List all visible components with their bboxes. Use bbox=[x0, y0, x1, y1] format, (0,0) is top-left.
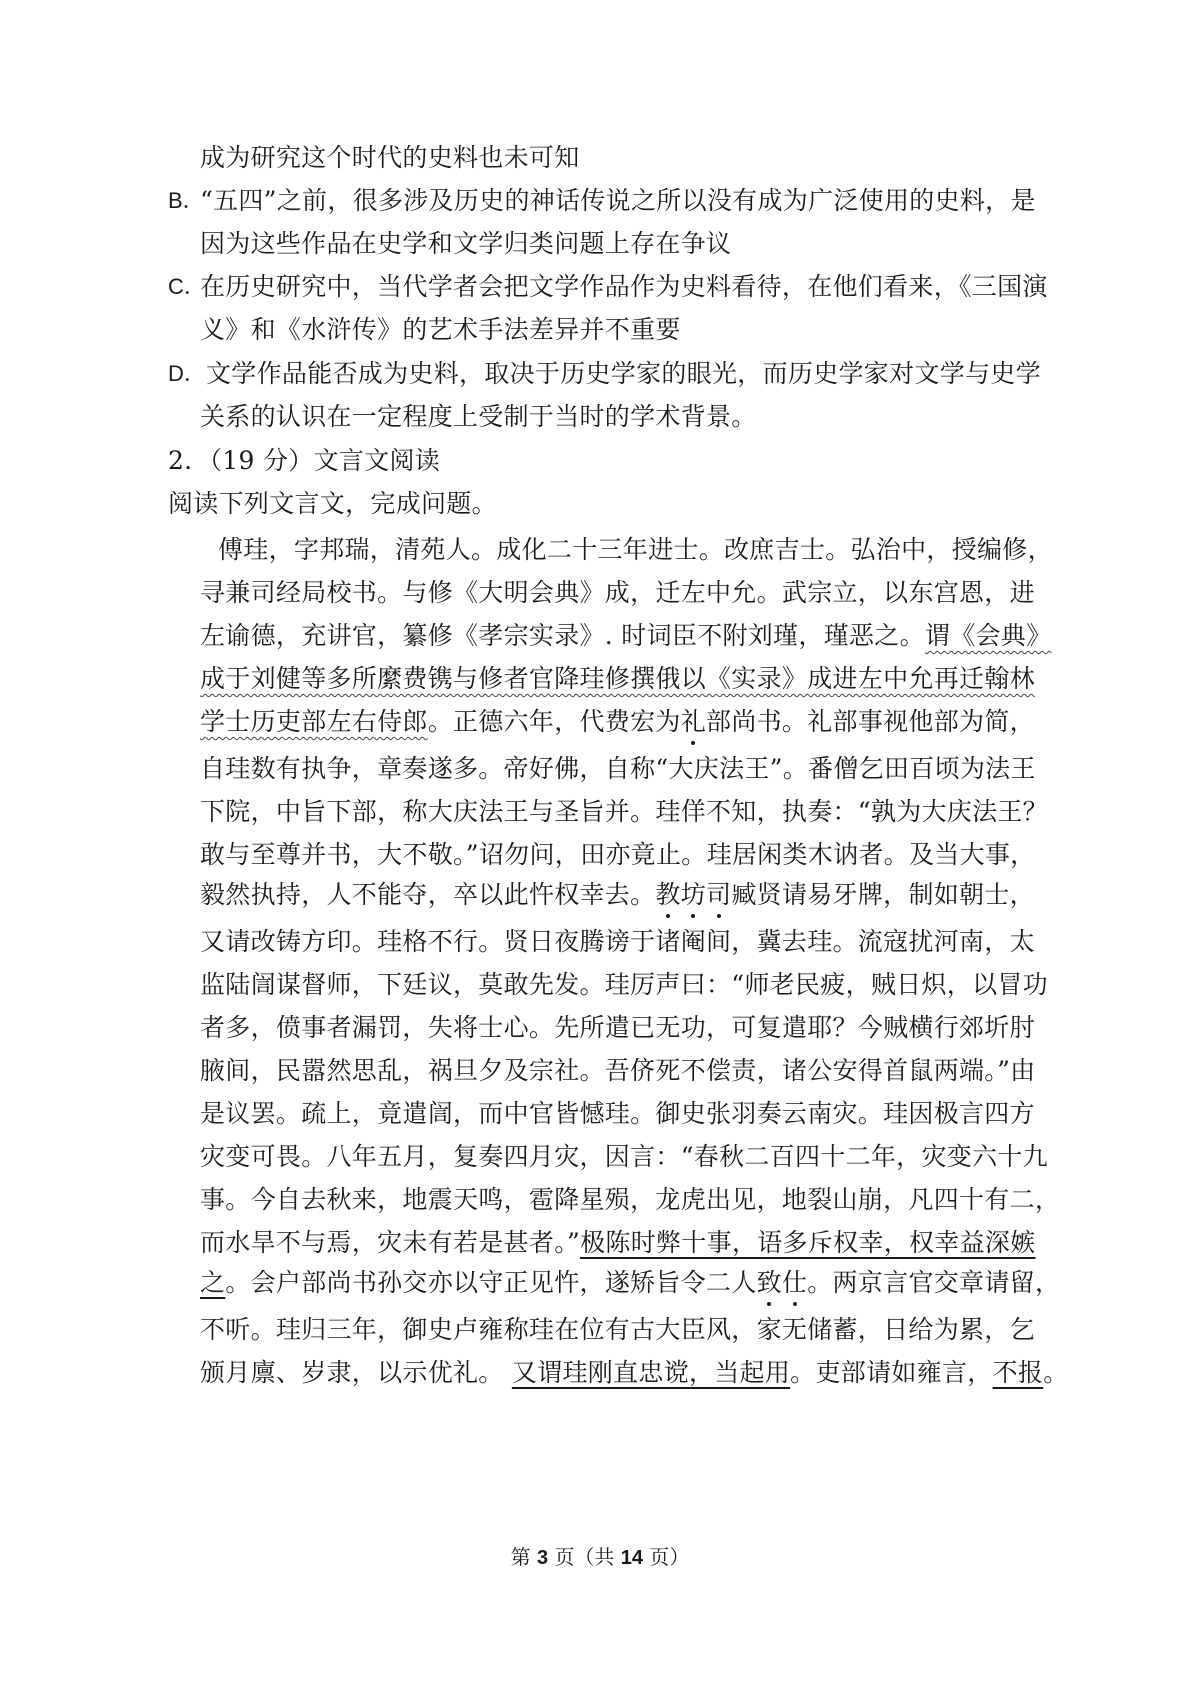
passage-line: 毅然执持，人不能夺，卒以此忤权幸去。教坊司臧贤请易牙牌，制如朝士， bbox=[200, 880, 1035, 909]
passage-line: 下院，中旨下部，称大庆法王与圣旨并。珪佯不知，执奏：“孰为大庆法王？ bbox=[200, 797, 1048, 826]
passage-line: 是议罢。疏上，竟遣訚，而中官皆憾珪。御史张羽奏云南灾。珪因极言四方 bbox=[200, 1099, 1035, 1128]
underlined-text: 极陈时弊十事，语多斥权幸，权幸益深嫉 bbox=[580, 1228, 1036, 1257]
current-page-number: 3 bbox=[536, 1547, 549, 1569]
option-c-letter: C． bbox=[168, 274, 206, 299]
option-c-line2: 义》和《水浒传》的艺术手法差异并不重要 bbox=[200, 315, 681, 344]
wavy-underlined-text: 成于刘健等多所縻费镌与修者官降珪修撰俄以《实录》成进左中允再迁翰林 bbox=[200, 664, 1035, 693]
dotted-emphasis-text: 教坊司 bbox=[655, 880, 732, 909]
passage-line: 学士历吏部左右侍郎。正德六年，代费宏为礼部尚书。礼部事视他部为简， bbox=[200, 707, 1035, 736]
question-heading: 2．（19 分）文言文阅读 bbox=[168, 446, 441, 475]
dotted-emphasis-char: 礼 bbox=[680, 707, 707, 736]
passage-line: 寻兼司经局校书。与修《大明会典》成，迁左中允。武宗立，以东宫恩，进 bbox=[200, 578, 1035, 607]
wavy-underlined-text: 学士历吏部左右侍郎 bbox=[200, 707, 428, 736]
passage-line: 监陆訚谋督师，下廷议，莫敢先发。珪厉声曰：“师老民疲，贼日炽，以冒功 bbox=[200, 970, 1048, 999]
option-d-line1: 文学作品能否成为史料，取决于历史学家的眼光，而历史学家对文学与史学 bbox=[206, 359, 1041, 388]
dotted-emphasis-char: 致 bbox=[756, 1268, 782, 1297]
option-d-line2: 关系的认识在一定程度上受制于当时的学术背景。 bbox=[200, 402, 757, 431]
passage-line: 敢与至尊并书，大不敬。”诏勿问，田亦竟止。珪居闲类木讷者。及当大事， bbox=[200, 840, 1036, 869]
page-footer: 第 3 页（共 14 页） bbox=[510, 1545, 690, 1569]
question-instruction: 阅读下列文言文，完成问题。 bbox=[168, 489, 497, 518]
option-b-line1: “五四”之前，很多涉及历史的神话传说之所以没有成为广泛使用的史料，是 bbox=[200, 186, 1036, 215]
passage-line: 之。会户部尚书孙交亦以守正见忤，遂矫旨令二人致仕。两京言官交章请留， bbox=[200, 1268, 1061, 1297]
option-b-letter: B． bbox=[168, 188, 205, 213]
total-page-count: 14 bbox=[620, 1547, 644, 1569]
passage-line: 左谕德，充讲官，纂修《孝宗实录》. 时词臣不附刘瑾，瑾恶之。谓《会典》 bbox=[200, 621, 1052, 650]
option-c-line1: 在历史研究中，当代学者会把文学作品作为史料看待，在他们看来，《三国演 bbox=[200, 272, 1048, 301]
passage-line: 而水旱不与焉，灾未有若是甚者。”极陈时弊十事，语多斥权幸，权幸益深嫉 bbox=[200, 1228, 1036, 1257]
passage-line: 腋间，民嚣然思乱，祸旦夕及宗社。吾侪死不偿责，诸公安得首鼠两端。”由 bbox=[200, 1056, 1036, 1085]
passage-line: 者多，偾事者漏罚，失将士心。先所遣已无功，可复遣耶？今贼横行郊圻肘 bbox=[200, 1013, 1035, 1042]
passage-line: 不听。珪归三年，御史卢雍称珪在位有古大臣风，家无储蓄，日给为累，乞 bbox=[200, 1315, 1035, 1344]
passage-line: 自珪数有执争，章奏遂多。帝好佛，自称“大庆法王”。番僧乞田百顷为法王 bbox=[200, 754, 1036, 783]
wavy-underlined-text: 谓《会典》 bbox=[924, 621, 1052, 650]
passage-line: 颁月廪、岁隶，以示优礼。 又谓珪刚直忠谠，当起用。吏部请如雍言，不报。 bbox=[200, 1358, 1069, 1387]
underlined-text: 不报 bbox=[992, 1358, 1044, 1387]
underlined-text: 又谓珪刚直忠谠，当起用 bbox=[511, 1358, 791, 1387]
passage-line: 傅珪，字邦瑞，清苑人。成化二十三年进士。改庶吉士。弘治中，授编修， bbox=[218, 535, 1053, 564]
passage-line: 事。今自去秋来，地震天鸣，雹降星殒，龙虎出见，地裂山崩，凡四十有二， bbox=[200, 1185, 1061, 1214]
underlined-text: 之 bbox=[200, 1268, 226, 1297]
option-d-letter: D． bbox=[168, 361, 206, 386]
passage-line bbox=[200, 662, 1035, 696]
passage-line: 灾变可畏。八年五月，复奏四月灾，因言：“春秋二百四十二年，灾变六十九 bbox=[200, 1142, 1048, 1171]
passage-line: 又请改铸方印。珪格不行。贤日夜腾谤于诸阉间，冀去珪。流寇扰河南，太 bbox=[200, 927, 1035, 956]
option-a-continuation: 成为研究这个时代的史料也未可知 bbox=[200, 143, 580, 172]
option-b-line2: 因为这些作品在史学和文学归类问题上存在争议 bbox=[200, 229, 732, 258]
dotted-emphasis-char: 仕 bbox=[781, 1268, 808, 1297]
